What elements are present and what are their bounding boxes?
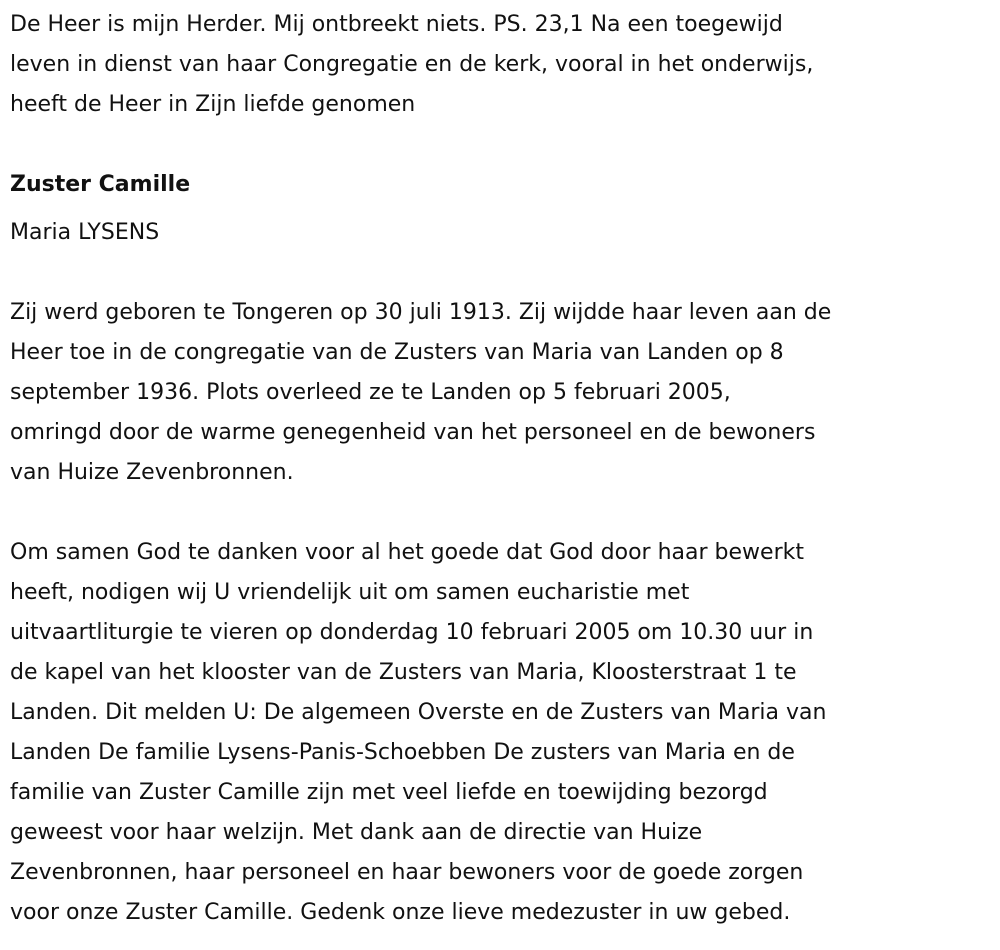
deceased-name-heading: Zuster Camille [10,172,191,197]
text-line: leven in dienst van haar Congregatie en de kerk, vooral in het onderwijs, [10,52,814,77]
text-line: de kapel van het klooster van de Zusters van Maria, Kloosterstraat 1 te [10,660,797,685]
text-line: familie van Zuster Camille zijn met veel liefde en toewijding bezorgd [10,780,768,805]
text-line: Landen. Dit melden U: De algemeen Overste en de Zusters van Maria van [10,700,827,725]
text-line: van Huize Zevenbronnen. [10,460,294,485]
text-line: september 1936. Plots overleed ze te Landen op 5 februari 2005, [10,380,731,405]
text-line: uitvaartliturgie te vieren op donderdag 10 februari 2005 om 10.30 uur in [10,620,814,645]
intro-paragraph [10,5,1000,125]
text-line: Heer toe in de congregatie van de Zusters van Maria van Landen op 8 [10,340,784,365]
text-line: Zevenbronnen, haar personeel en haar bewoners voor de goede zorgen [10,860,804,885]
text-line: De Heer is mijn Herder. Mij ontbreekt niets. PS. 23,1 Na een toegewijd [10,12,783,37]
text-line: heeft de Heer in Zijn liefde genomen [10,92,416,117]
text-line: Om samen God te danken voor al het goede dat God door haar bewerkt [10,540,804,565]
invitation-paragraph [10,533,1000,933]
text-line: heeft, nodigen wij U vriendelijk uit om samen eucharistie met [10,580,690,605]
text-line: geweest voor haar welzijn. Met dank aan de directie van Huize [10,820,703,845]
text-line: Landen De familie Lysens-Panis-Schoebben De zusters van Maria en de [10,740,795,765]
text-line: Zij werd geboren te Tongeren op 30 juli 1913. Zij wijdde haar leven aan de [10,300,832,325]
civil-name: Maria LYSENS [10,220,160,245]
biography-paragraph [10,293,1000,493]
text-line: voor onze Zuster Camille. Gedenk onze lieve medezuster in uw gebed. [10,900,791,925]
text-line: omringd door de warme genegenheid van het personeel en de bewoners [10,420,816,445]
